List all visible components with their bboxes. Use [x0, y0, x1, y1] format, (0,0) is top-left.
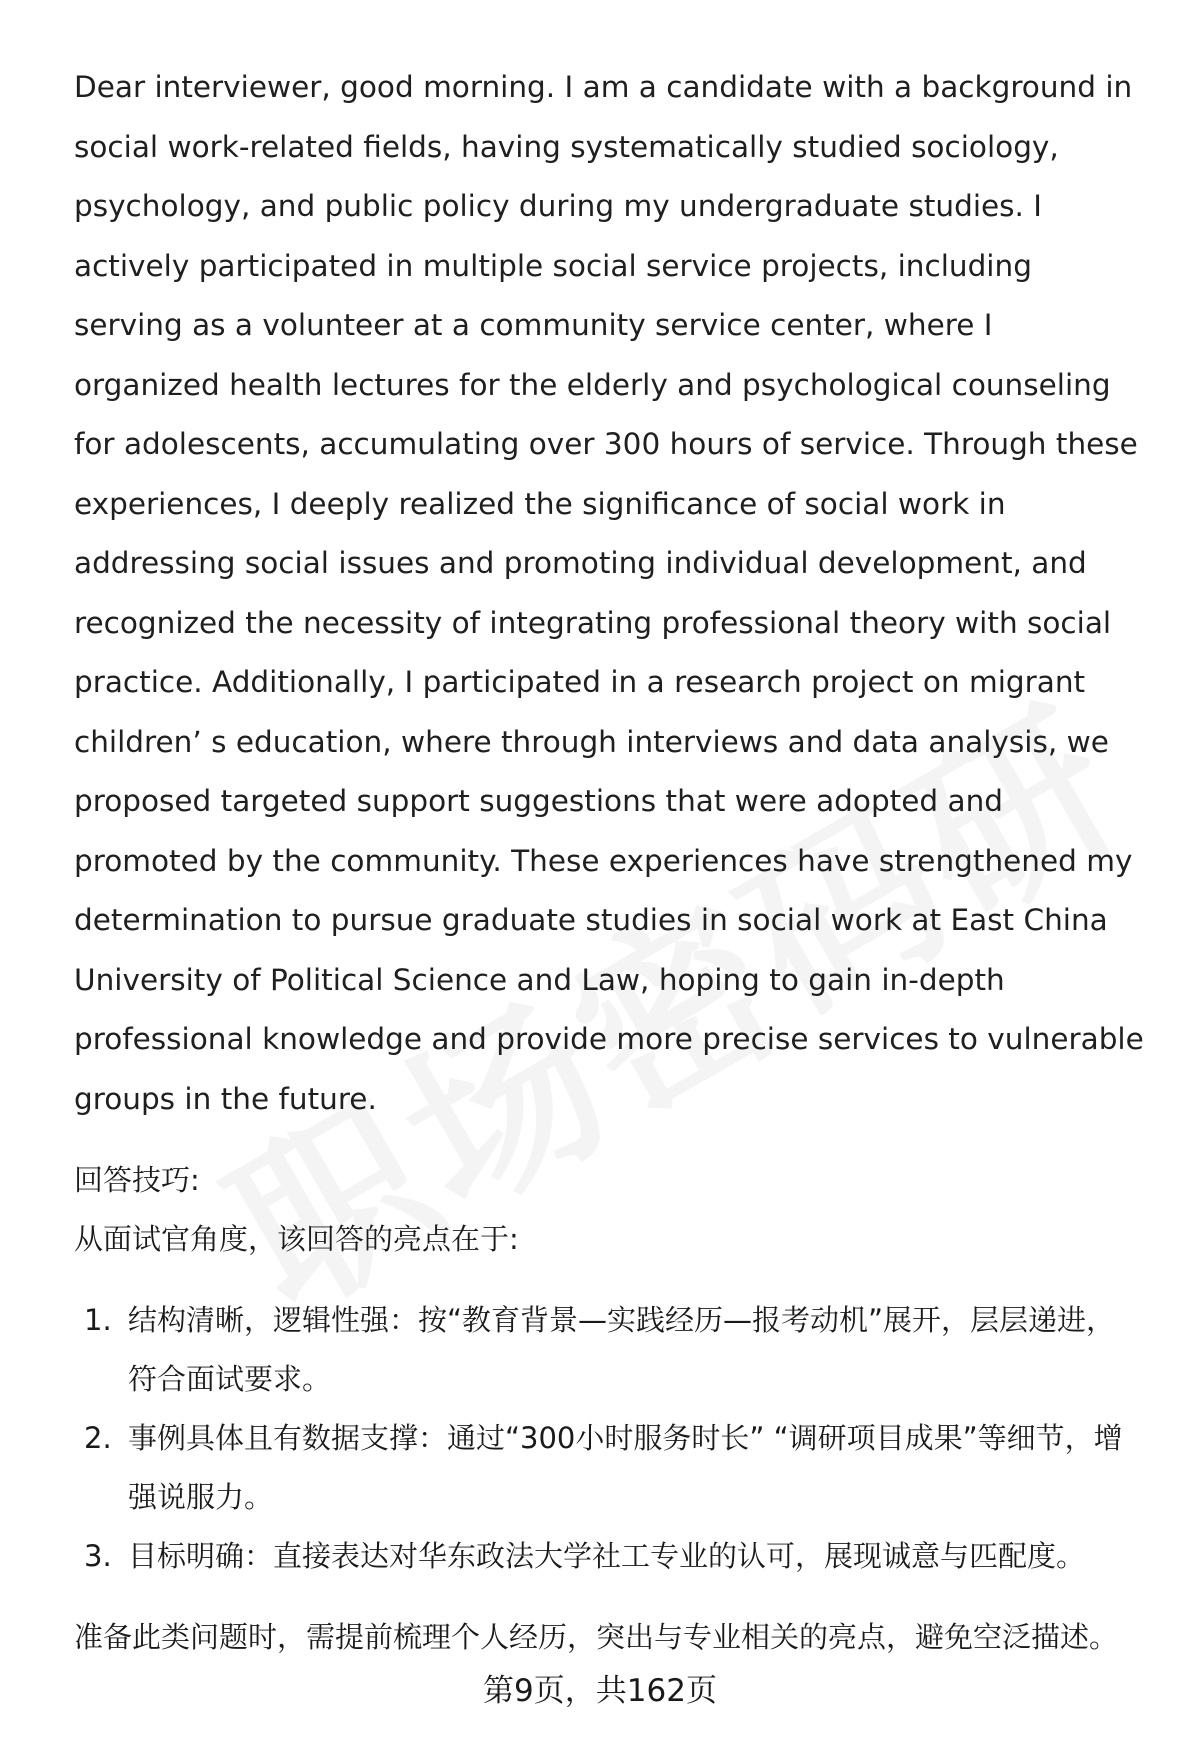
list-item: [74, 1291, 1144, 1409]
list-item-text: 结构清晰，逻辑性强：按“教育背景—实践经历—报考动机”展开，层层递进，符合面试要求。: [128, 1303, 1116, 1396]
tips-heading: 回答技巧:: [74, 1163, 200, 1197]
list-item-text: 事例具体且有数据支撑：通过“300小时服务时长” “调研项目成果”等细节，增强说服力。: [128, 1421, 1123, 1514]
list-item-text: 目标明确：直接表达对华东政法大学社工专业的认可，展现诚意与匹配度。: [128, 1539, 1086, 1573]
tips-intro: 从面试官角度，该回答的亮点在于:: [74, 1222, 519, 1256]
list-item: [74, 1409, 1144, 1527]
answer-paragraph: Dear interviewer, good morning. I am a candidate with a background in social work-related fields, having systematically studied sociology, psychology, and public policy during my undergraduate studies. I actively participated in multiple social service projects, including serving as a volunteer at a community service center, where I organized health lectures for the elderly and psychological counseling for adolescents, accumulating over 300 hours of service. Through these experiences, I deeply realized the significance of social work in addressing social issues and promoting individual development, and recognized the necessity of integrating professional theory with social practice. Additionally, I participated in a research project on migrant children’ s education, where through interviews and data analysis, we proposed targeted support suggestions that were adopted and promoted by the community. These experiences have strengthened my determination to pursue graduate studies in social work at East China University of Political Science and Law, hoping to gain in-depth professional knowledge and provide more precise services to vulnerable groups in the future.: [74, 70, 1144, 1116]
page-number: 第9页，共162页: [483, 1673, 717, 1709]
list-item: [74, 1527, 1144, 1586]
highlight-points-list: [74, 1291, 1144, 1586]
list-item-number: 2.: [84, 1421, 112, 1455]
list-item-number: 3.: [84, 1539, 112, 1573]
document-page: [74, 58, 1144, 1667]
tips-closing: 准备此类问题时，需提前梳理个人经历，突出与专业相关的亮点，避免空泛描述。: [74, 1620, 1119, 1654]
list-item-number: 1.: [84, 1303, 112, 1337]
